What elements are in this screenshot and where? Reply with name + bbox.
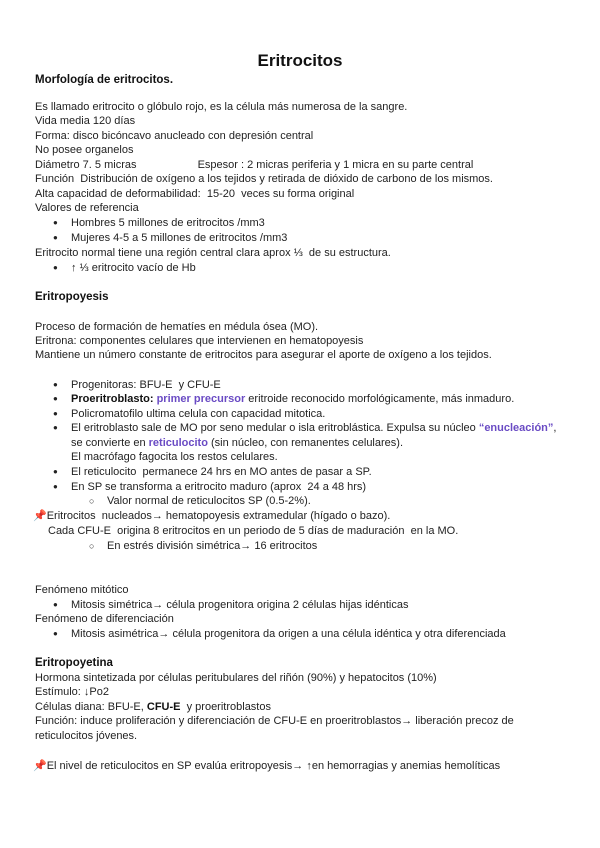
text-segment: Diámetro 7. 5 micras Espesor : 2 micras periferia y 1 micra en su parte central — [35, 159, 474, 171]
bullet-icon: ● — [53, 394, 58, 403]
list-item — [53, 261, 196, 275]
bullet-icon: ● — [53, 629, 58, 638]
list-item — [53, 231, 288, 245]
text-segment: Hormona sintetizada por células peritubulares del riñón (90%) y hepatocitos (10%) — [35, 672, 437, 684]
text-segment: Valores de referencia — [35, 202, 139, 214]
text-segment: Es llamado eritrocito o glóbulo rojo, es la célula más numerosa de la sangre. — [35, 101, 408, 113]
paragraph-line — [35, 246, 391, 260]
text-segment: ↑ ⅓ eritrocito vacío de Hb — [71, 262, 196, 274]
bullet-icon: ● — [53, 600, 58, 609]
text-segment: Función: induce proliferación y diferenciación de CFU-E en proeritroblastos→ liberación precoz de — [35, 715, 514, 727]
section-heading — [35, 656, 113, 670]
list-item — [89, 539, 318, 553]
pushpin-icon: 📌 — [33, 510, 47, 522]
paragraph-line — [35, 714, 514, 728]
text-segment: Hombres 5 millones de eritrocitos /mm3 — [71, 217, 265, 229]
list-item — [53, 392, 515, 406]
text-segment: se convierte en — [71, 437, 149, 449]
paragraph-line — [35, 158, 473, 172]
list-item — [53, 421, 557, 435]
text-segment: Eritropoyesis — [35, 291, 109, 303]
paragraph-line — [35, 671, 437, 685]
paragraph-line — [35, 172, 493, 186]
paragraph-line — [33, 759, 500, 773]
bold-term: Proeritroblasto: — [71, 393, 157, 405]
pushpin-icon: 📌 — [33, 760, 47, 772]
text-segment: El nivel de reticulocitos en SP evalúa eritropoyesis→ ↑en hemorragias y anemias hemolíticas — [46, 760, 501, 772]
sub-bullet-icon: ○ — [89, 496, 95, 506]
paragraph-line — [35, 334, 363, 348]
bullet-icon: ● — [53, 467, 58, 476]
text-segment: Forma: disco bicóncavo anucleado con depresión central — [35, 130, 314, 142]
paragraph-line — [35, 729, 137, 743]
bullet-icon: ● — [53, 482, 58, 491]
list-item — [53, 378, 221, 392]
paragraph-line — [33, 509, 390, 523]
paragraph-line — [35, 583, 129, 597]
paragraph-line — [35, 187, 354, 201]
text-segment: Proceso de formación de hematíes en médula ósea (MO). — [35, 321, 319, 333]
list-item — [53, 465, 372, 479]
section-heading — [35, 290, 109, 304]
bullet-icon: ● — [53, 409, 58, 418]
text-segment: Mujeres 4-5 a 5 millones de eritrocitos /mm3 — [71, 232, 288, 244]
text-segment: Mitosis simétrica→ célula progenitora origina 2 células hijas idénticas — [71, 599, 409, 611]
text-segment: Morfología de eritrocitos. — [35, 74, 174, 86]
list-item — [53, 407, 326, 421]
list-item — [53, 216, 265, 230]
list-item — [53, 480, 367, 494]
text-segment: Células diana: BFU-E, — [35, 701, 147, 713]
text-segment: Valor normal de reticulocitos SP (0.5-2%). — [107, 495, 311, 507]
paragraph-line — [35, 114, 135, 128]
text-segment: (sin núcleo, con remanentes celulares). — [207, 437, 403, 449]
section-heading — [35, 73, 173, 87]
bullet-icon: ● — [53, 380, 58, 389]
text-segment: y proeritroblastos — [180, 701, 271, 713]
list-item — [89, 494, 311, 508]
paragraph-line — [48, 524, 458, 538]
page-title: Eritrocitos — [257, 51, 343, 70]
text-segment: En SP se transforma a eritrocito maduro (aprox 24 a 48 hrs) — [71, 481, 367, 493]
bullet-icon: ● — [53, 263, 58, 272]
paragraph-line — [35, 700, 271, 714]
bullet-icon: ● — [53, 218, 58, 227]
text-segment: Eritrona: componentes celulares que intervienen en hematopoyesis — [35, 335, 364, 347]
list-item — [53, 627, 506, 641]
sub-bullet-icon: ○ — [89, 541, 95, 551]
paragraph-line — [35, 143, 133, 157]
paragraph-line — [71, 436, 403, 450]
list-item — [53, 598, 409, 612]
highlighted-term: reticulocito — [148, 437, 208, 449]
bold-term: CFU-E — [146, 701, 181, 713]
text-segment: Eritropoyetina — [35, 657, 113, 669]
text-segment: Policromatofilo ultima celula con capacidad mitotica. — [71, 408, 326, 420]
paragraph-line — [35, 100, 407, 114]
highlighted-term: “enucleación” — [478, 422, 554, 434]
text-segment: Mitosis asimétrica→ célula progenitora da origen a una célula idéntica y otra diferenciada — [71, 628, 506, 640]
text-segment: El reticulocito permanece 24 hrs en MO antes de pasar a SP. — [71, 466, 372, 478]
bullet-icon: ● — [53, 233, 58, 242]
bullet-icon: ● — [53, 423, 58, 432]
paragraph-line — [35, 129, 313, 143]
text-segment: Fenómeno de diferenciación — [35, 613, 174, 625]
text-segment: El eritroblasto sale de MO por seno medular o isla eritroblástica. Expulsa su núcleo — [71, 422, 479, 434]
text-segment: Estímulo: ↓Po2 — [35, 686, 109, 698]
text-segment: Progenitoras: BFU-E y CFU-E — [71, 379, 221, 391]
text-segment: , — [553, 422, 557, 434]
paragraph-line — [71, 450, 278, 464]
highlighted-term: primer precursor — [156, 393, 246, 405]
text-segment: Vida media 120 días — [35, 115, 136, 127]
text-segment: Eritrocitos nucleados→ hematopoyesis extramedular (hígado o bazo). — [46, 510, 391, 522]
text-segment: En estrés división simétrica→ 16 eritrocitos — [107, 540, 318, 552]
paragraph-line — [35, 320, 318, 334]
paragraph-line — [35, 201, 139, 215]
text-segment: Función Distribución de oxígeno a los tejidos y retirada de dióxido de carbono de los mismos. — [35, 173, 493, 185]
text-segment: Eritrocito normal tiene una región central clara aprox ⅓ de su estructura. — [35, 247, 391, 259]
paragraph-line — [35, 685, 109, 699]
paragraph-line — [35, 348, 492, 362]
text-segment: eritroide reconocido morfológicamente, más inmaduro. — [245, 393, 515, 405]
text-segment: Fenómeno mitótico — [35, 584, 129, 596]
text-segment: reticulocitos jóvenes. — [35, 730, 138, 742]
text-segment: Alta capacidad de deformabilidad: 15-20 veces su forma original — [35, 188, 355, 200]
text-segment: Mantiene un número constante de eritrocitos para asegurar el aporte de oxígeno a los tejidos. — [35, 349, 492, 361]
text-segment: Cada CFU-E origina 8 eritrocitos en un periodo de 5 días de maduración en la MO. — [48, 525, 459, 537]
text-segment: No posee organelos — [35, 144, 134, 156]
text-segment: El macrófago fagocita los restos celulares. — [71, 451, 278, 463]
paragraph-line — [35, 612, 174, 626]
